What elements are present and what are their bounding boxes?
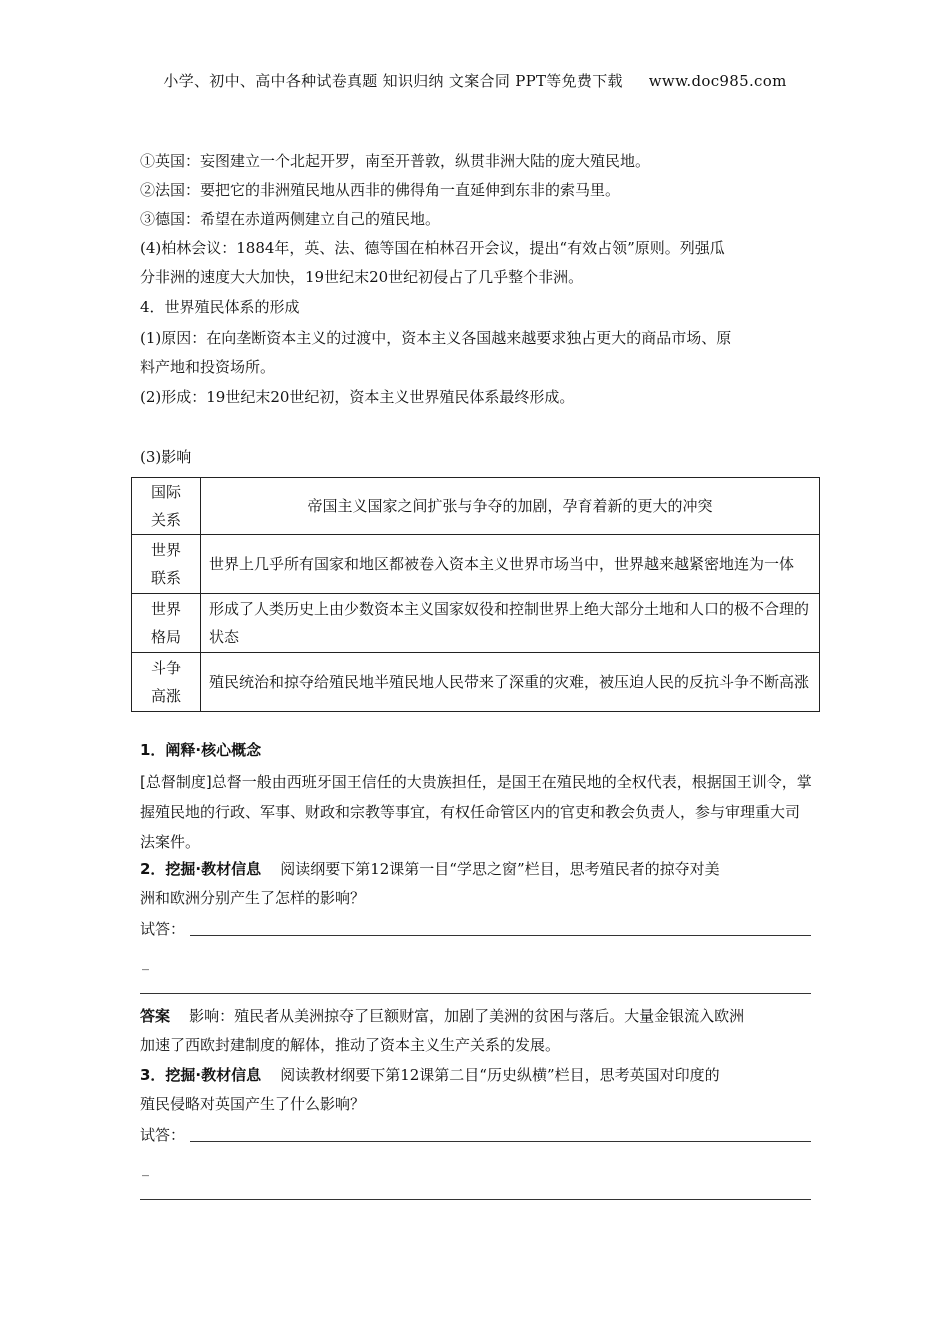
section3-question: [140, 1061, 812, 1090]
header-text: 小学、初中、高中各种试卷真题 知识归纳 文案合同 PPT等免费下载: [163, 72, 623, 90]
table-row: [132, 653, 820, 712]
table-row: [132, 478, 820, 535]
section1-text: [总督制度]总督一般由西班牙国王信任的大贵族担任，是国王在殖民地的全权代表，根据国王训令，掌握殖民地的行政、军事、财政和宗教等事宜，有权任命管区内的官吏和教会负责人，参与审理重大司法案件。: [140, 773, 812, 851]
page-header: [0, 70, 950, 91]
answer-text: 影响：殖民者从美洲掠夺了巨额财富，加剧了美洲的贫困与落后。大量金银流入欧洲: [189, 1007, 745, 1025]
table-key-cell: 国际 关系: [132, 478, 201, 535]
body-line: 料产地和投资场所。: [140, 358, 276, 376]
body-line: ①英国：妄图建立一个北起开罗，南至开普敦，纵贯非洲大陆的庞大殖民地。: [140, 152, 651, 170]
answer-text-cont: 加速了西欧封建制度的解体，推动了资本主义生产关系的发展。: [140, 1036, 561, 1054]
answer-blank-line[interactable]: [140, 993, 811, 994]
answer-label: 答案: [140, 1007, 171, 1025]
table-key-cell: 世界 格局: [132, 594, 201, 653]
table-caption: (3)影响: [140, 448, 192, 466]
table-value-cell: 形成了人类历史上由少数资本主义国家奴役和控制世界上绝大部分土地和人口的极不合理的状态: [201, 594, 820, 653]
body-line: (2)形成：19世纪末20世纪初，资本主义世界殖民体系最终形成。: [140, 388, 575, 406]
section1-title: 1．阐释·核心概念: [140, 741, 262, 759]
section2-title: 2．挖掘·教材信息: [140, 860, 262, 878]
section-heading: 4．世界殖民体系的形成: [140, 298, 300, 316]
table-value-cell: 殖民统治和掠夺给殖民地半殖民地人民带来了深重的灾难，被压迫人民的反抗斗争不断高涨: [201, 653, 820, 712]
answer-blank-line[interactable]: [190, 1141, 811, 1142]
table-row: [132, 594, 820, 653]
body-line: (4)柏林会议：1884年，英、法、德等国在柏林召开会议，提出“有效占领”原则。列强瓜: [140, 239, 725, 257]
header-site: www.doc985.com: [648, 72, 787, 90]
table-value-cell: 帝国主义国家之间扩张与争夺的加剧，孕育着新的更大的冲突: [201, 478, 820, 535]
answer-blank-line[interactable]: [140, 1199, 811, 1200]
section2-answer: [140, 1002, 812, 1031]
body-line: (1)原因：在向垄断资本主义的过渡中，资本主义各国越来越要求独占更大的商品市场、原: [140, 329, 732, 347]
section3-try-label: 试答：: [140, 1126, 186, 1144]
section3-dash: _: [142, 1161, 149, 1177]
section3-title: 3．挖掘·教材信息: [140, 1066, 262, 1084]
table-key-cell: 世界 联系: [132, 535, 201, 594]
body-line: ③德国：希望在赤道两侧建立自己的殖民地。: [140, 210, 441, 228]
table-row: [132, 535, 820, 594]
answer-blank-line[interactable]: [190, 935, 811, 936]
body-line: ②法国：要把它的非洲殖民地从西非的佛得角一直延伸到东非的索马里。: [140, 181, 621, 199]
body-line: 分非洲的速度大大加快，19世纪末20世纪初侵占了几乎整个非洲。: [140, 268, 584, 286]
influence-table: [131, 477, 820, 712]
section2-dash: _: [142, 955, 149, 971]
section2-question: [140, 855, 812, 884]
section2-text: 阅读纲要下第12课第一目“学思之窗”栏目，思考殖民者的掠夺对美: [280, 860, 720, 878]
section2-try-label: 试答：: [140, 920, 186, 938]
section3-text-cont: 殖民侵略对英国产生了什么影响？: [140, 1095, 366, 1113]
table-key-cell: 斗争 高涨: [132, 653, 201, 712]
section3-text: 阅读教材纲要下第12课第二目“历史纵横”栏目，思考英国对印度的: [280, 1066, 720, 1084]
section2-text-cont: 洲和欧洲分别产生了怎样的影响？: [140, 889, 366, 907]
table-value-cell: 世界上几乎所有国家和地区都被卷入资本主义世界市场当中，世界越来越紧密地连为一体: [201, 535, 820, 594]
